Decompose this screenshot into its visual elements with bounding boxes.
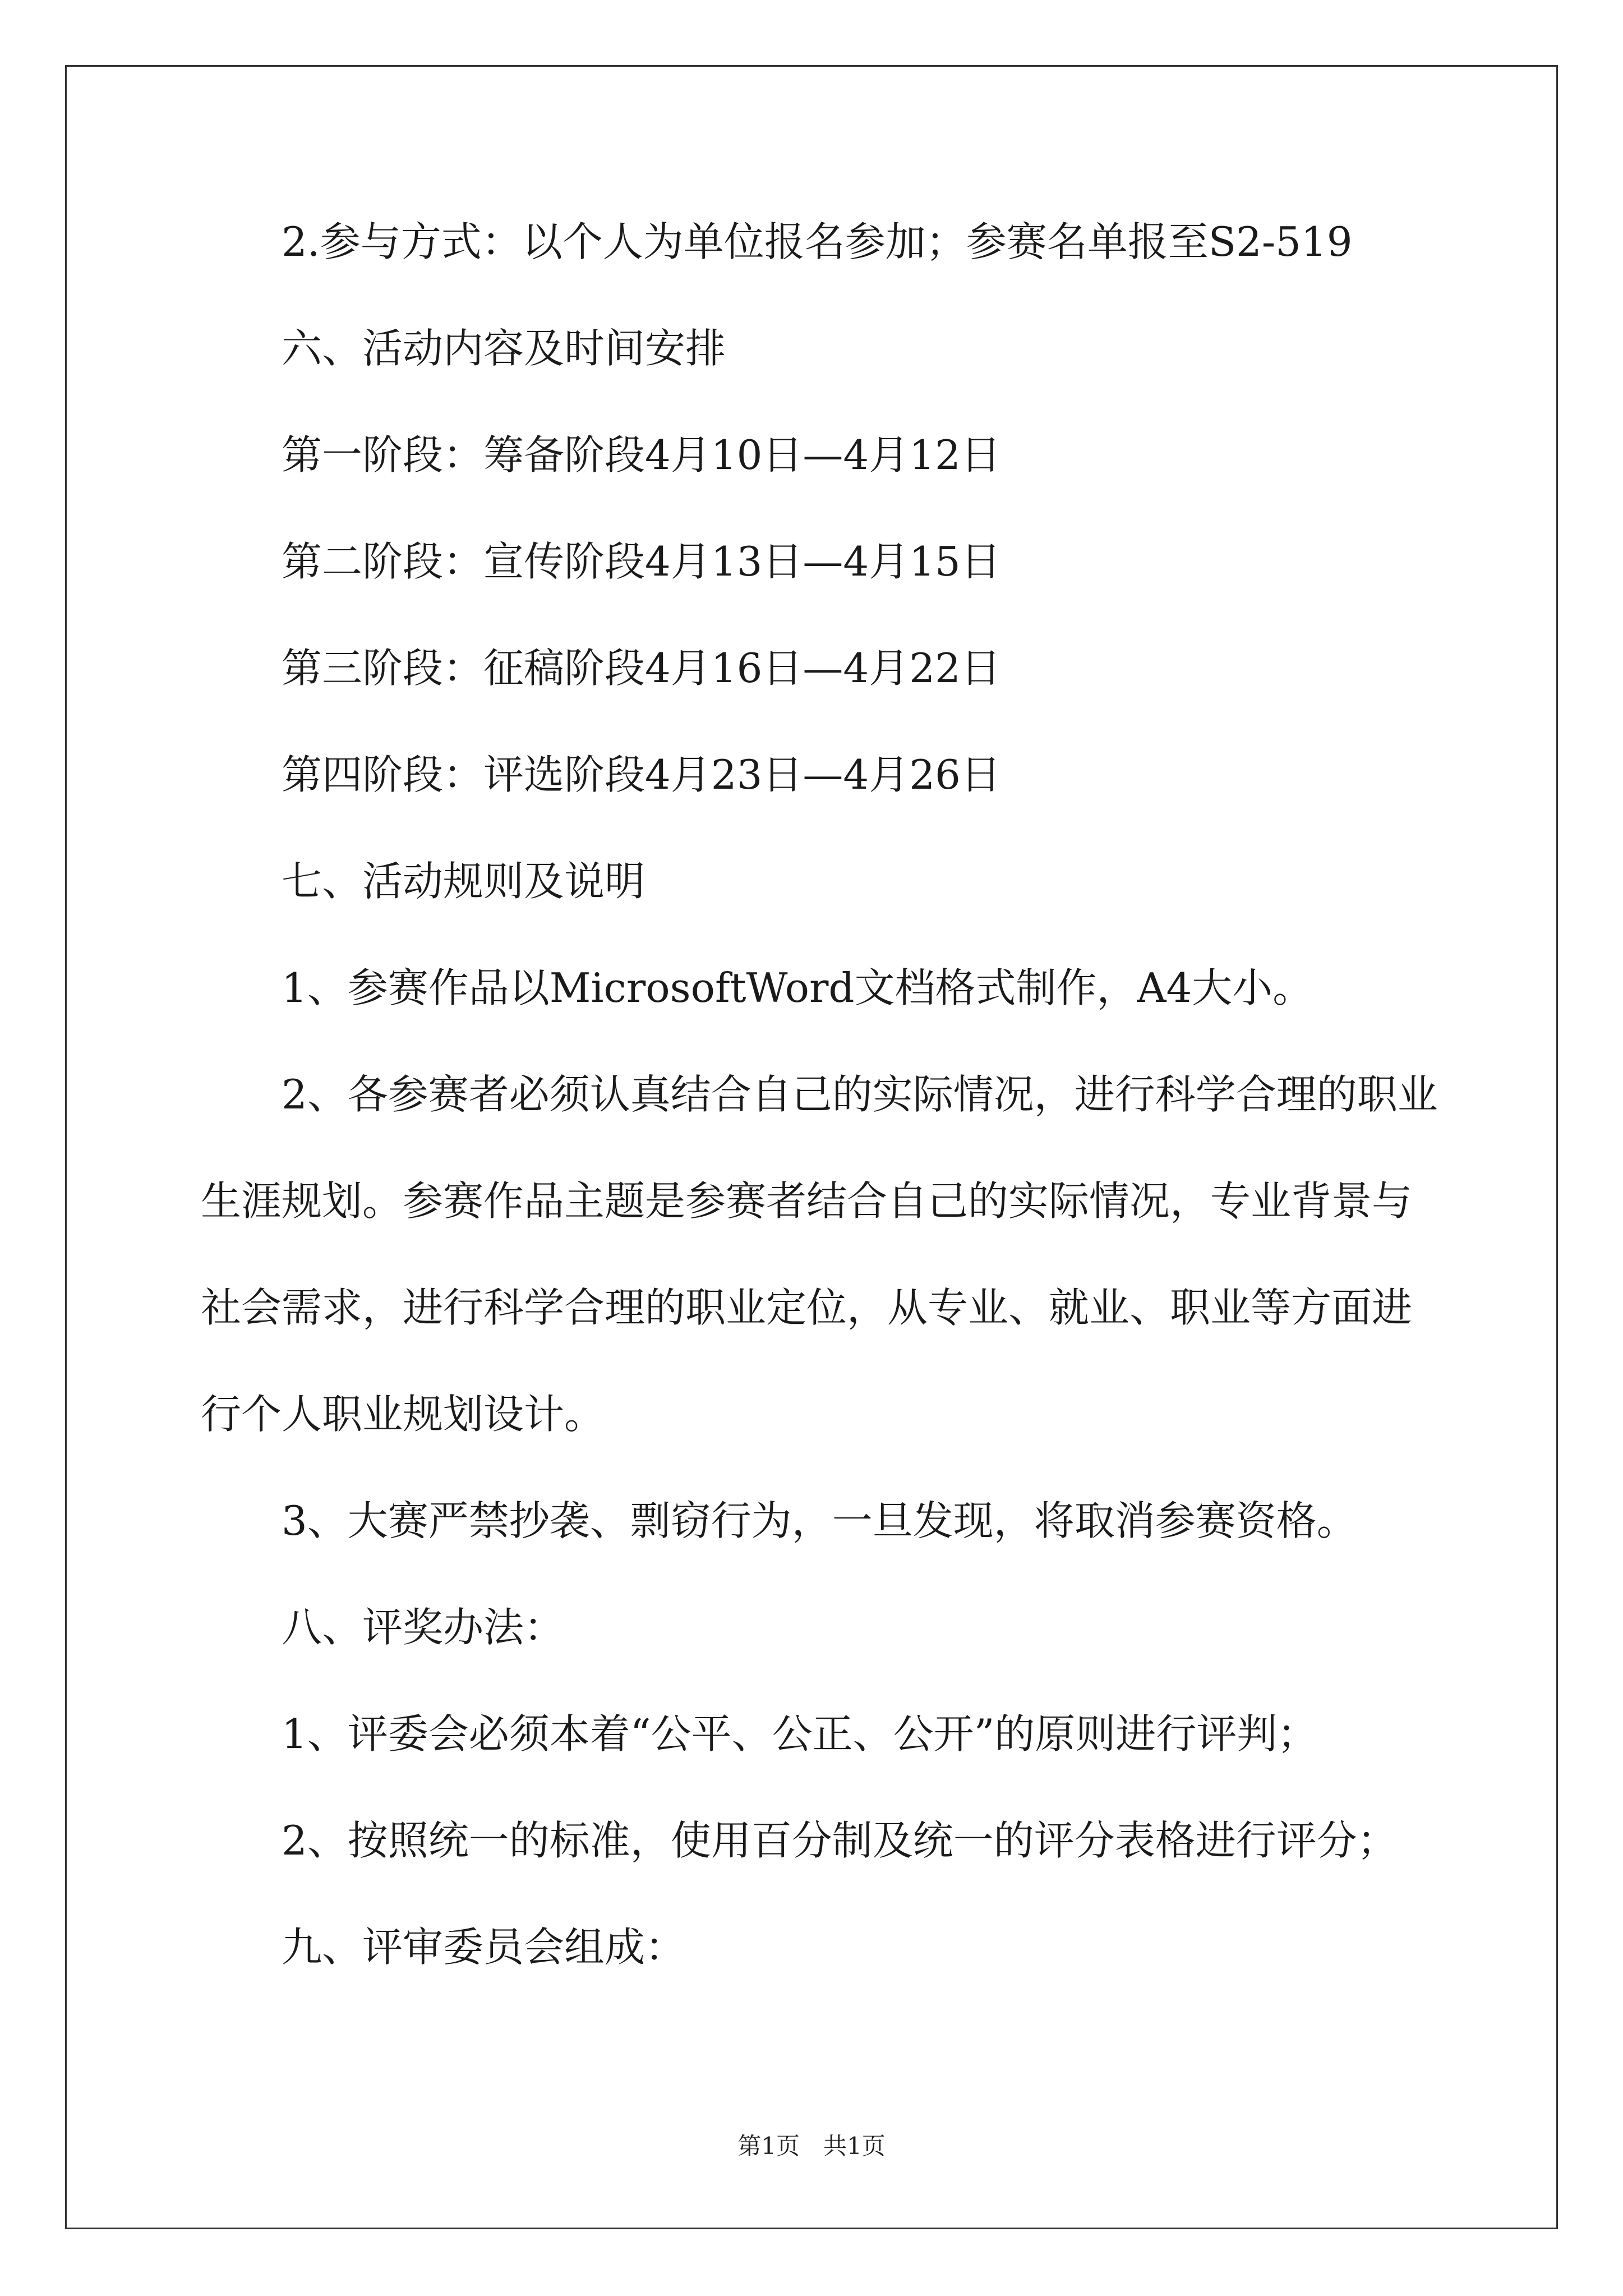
paragraph-line: 2、按照统一的标准，使用百分制及统一的评分表格进行评分； [282, 1817, 1398, 1864]
section-heading: 七、活动规则及说明 [282, 858, 645, 905]
document-body [201, 218, 1446, 2033]
paragraph-line: 第一阶段：筹备阶段4月10日—4月12日 [282, 431, 1001, 478]
paragraph-line: 1、参赛作品以MicrosoftWord文档格式制作，A4大小。 [282, 964, 1313, 1011]
paragraph-line: 行个人职业规划设计。 [201, 1391, 605, 1438]
paragraph-line: 2、各参赛者必须认真结合自己的实际情况，进行科学合理的职业 [282, 1071, 1438, 1118]
paragraph-line: 生涯规划。参赛作品主题是参赛者结合自己的实际情况，专业背景与 [201, 1177, 1413, 1225]
paragraph-line: 第二阶段：宣传阶段4月13日—4月15日 [282, 538, 1001, 585]
paragraph-line: 第三阶段：征稿阶段4月16日—4月22日 [282, 645, 1001, 692]
paragraph-line: 3、大赛严禁抄袭、剽窃行为，一旦发现，将取消参赛资格。 [282, 1497, 1357, 1544]
paragraph-line: 第四阶段：评选阶段4月23日—4月26日 [282, 751, 1001, 798]
section-heading: 八、评奖办法： [282, 1604, 565, 1651]
paragraph-line: 社会需求，进行科学合理的职业定位，从专业、就业、职业等方面进 [201, 1284, 1413, 1331]
paragraph-line: 1、评委会必须本着“公平、公正、公开”的原则进行评判； [282, 1710, 1318, 1757]
page-number-footer: 第1页 共1页 [737, 2132, 886, 2160]
paragraph-line: 2.参与方式：以个人为单位报名参加；参赛名单报至S2-519 [282, 218, 1353, 265]
section-heading: 九、评审委员会组成： [282, 1924, 686, 1971]
section-heading: 六、活动内容及时间安排 [282, 325, 726, 372]
